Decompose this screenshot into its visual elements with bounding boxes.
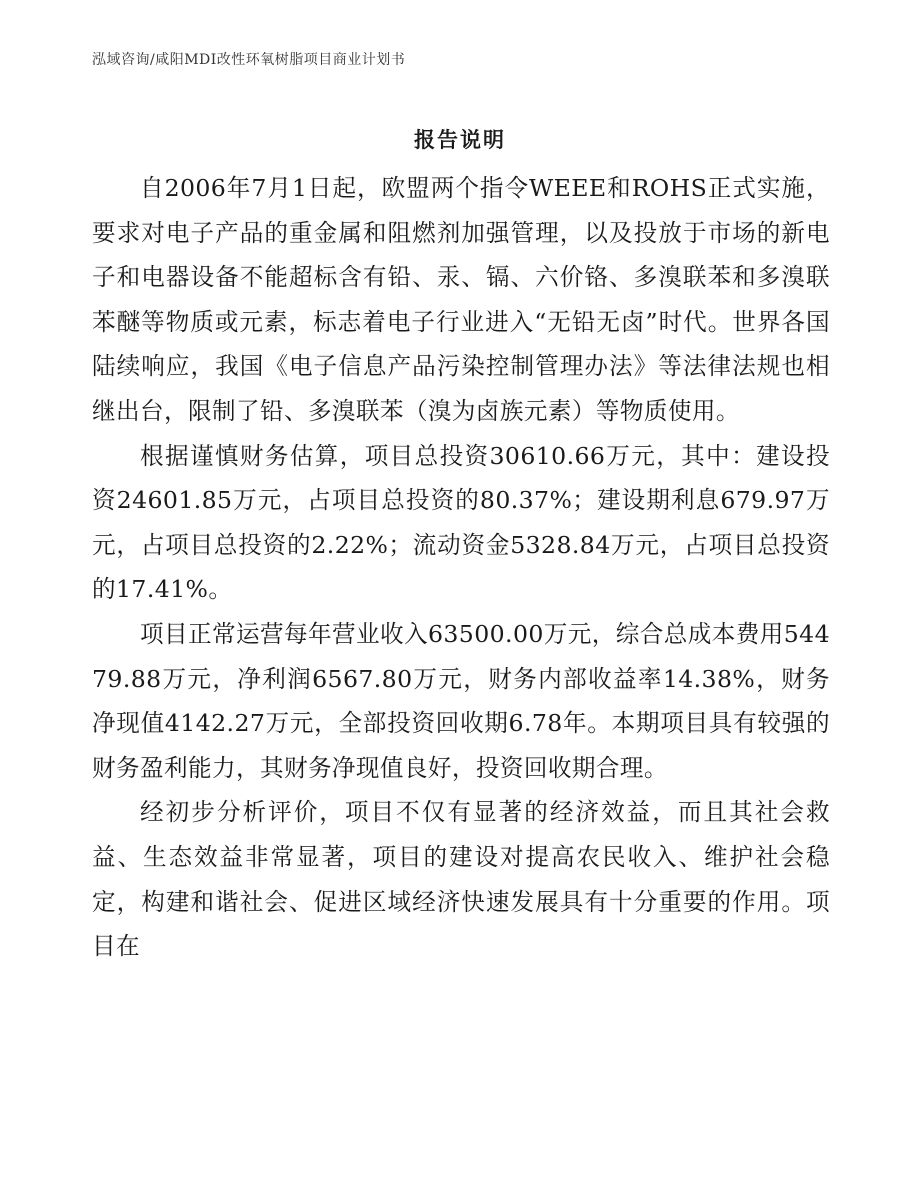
- running-header: 泓域咨询/咸阳MDI改性环氧树脂项目商业计划书: [92, 52, 406, 68]
- paragraph-investment-estimate: 根据谨慎财务估算，项目总投资30610.66万元，其中：建设投资24601.85万元，占项目总投资的80.37%；建设期利息679.97万元，占项目总投资的2.22%；流动资金5328.84万元，占项目总投资的17.41%。: [92, 441, 830, 604]
- page-title: 报告说明: [414, 128, 506, 152]
- paragraph-financial-returns: 项目正常运营每年营业收入63500.00万元，综合总成本费用54479.88万元，净利润6567.80万元，财务内部收益率14.38%，财务净现值4142.27万元，全部投资回收期6.78年。本期项目具有较强的财务盈利能力，其财务净现值良好，投资回收期合理。: [92, 619, 830, 782]
- paragraph-regulation-background: 自2006年7月1日起，欧盟两个指令WEEE和ROHS正式实施，要求对电子产品的重金属和阻燃剂加强管理，以及投放于市场的新电子和电器设备不能超标含有铅、汞、镉、六价铬、多溴联苯和多溴联苯醚等物质或元素，标志着电子行业进入“无铅无卤”时代。世界各国陆续响应，我国《电子信息产品污染控制管理办法》等法律法规也相继出台，限制了铅、多溴联苯（溴为卤族元素）等物质使用。: [92, 174, 830, 425]
- paragraph-social-benefits: 经初步分析评价，项目不仅有显著的经济效益，而且其社会救益、生态效益非常显著，项目的建设对提高农民收入、维护社会稳定，构建和谐社会、促进区域经济快速发展具有十分重要的作用。项目在: [92, 798, 830, 961]
- document-body: [92, 166, 830, 969]
